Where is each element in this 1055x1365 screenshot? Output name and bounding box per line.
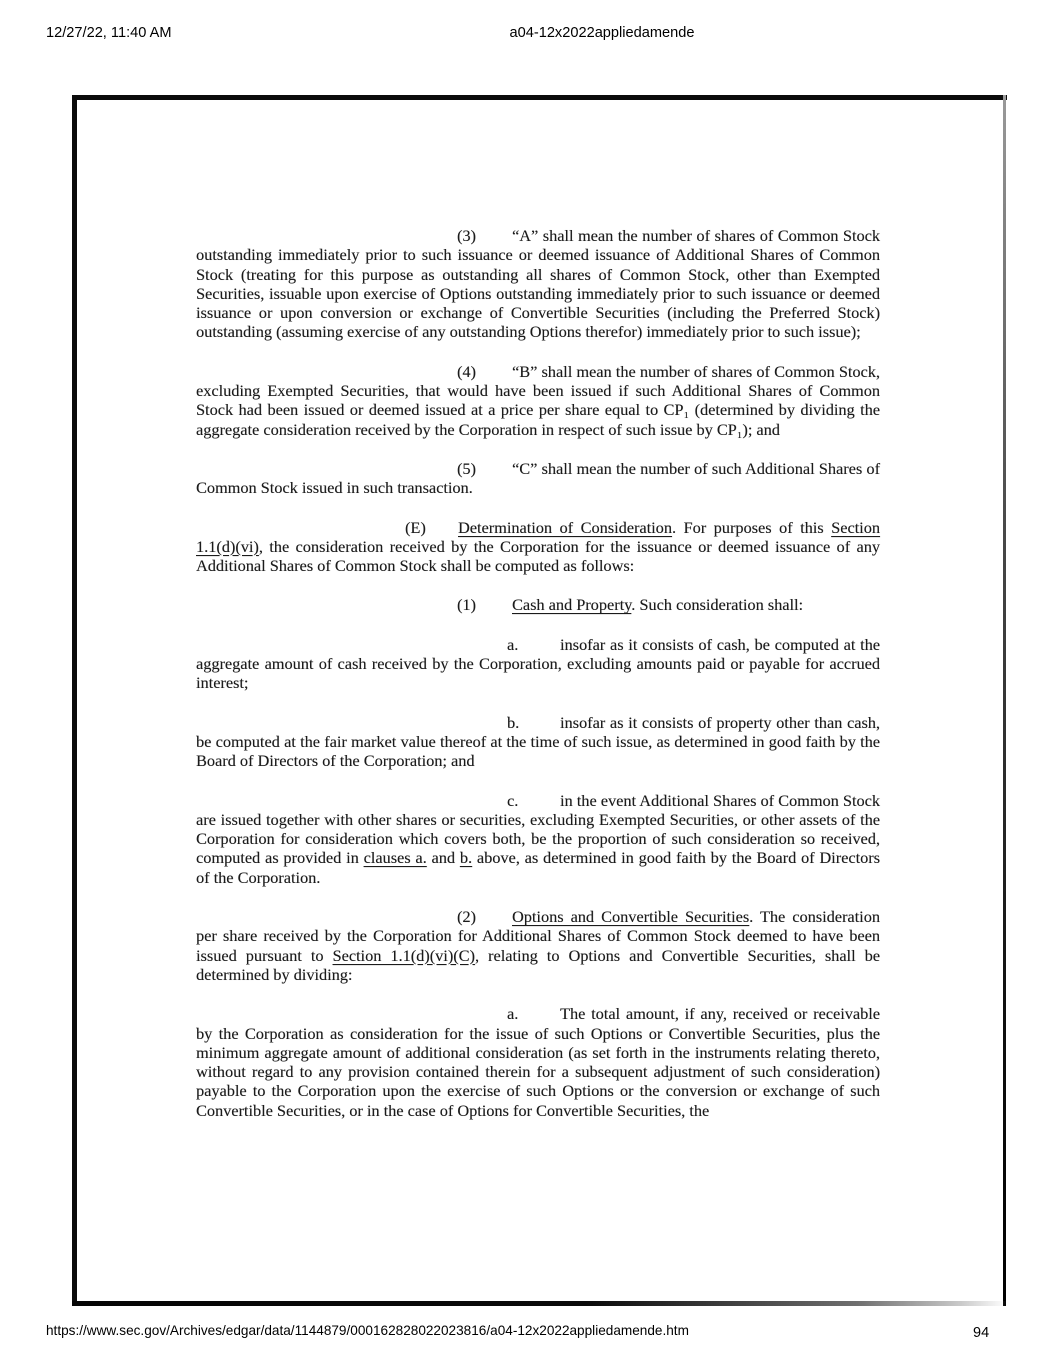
- paragraph: [196, 362, 880, 439]
- paragraph-label: (1): [457, 595, 476, 615]
- paragraph: [196, 1004, 880, 1120]
- paragraph-text: Cash and Property. Such consideration shall:: [512, 595, 804, 615]
- paragraph-text: “B” shall mean the number of shares of Common Stock, excluding Exempted Securities, that would have been issued if such Additional Shares of Common Stock had been issued or deemed issued at a price per share equal to CP₁ (determined by dividing the aggregate consideration received by the Corporation in respect of such issue by CP₁); and: [196, 361, 880, 439]
- paragraph: [196, 595, 880, 614]
- paragraph-text: insofar as it consists of property other than cash, be computed at the fair market value thereof at the time of such issue, as determined in good faith by the Board of Directors of the Corporation; and: [196, 712, 880, 771]
- paragraph-text: in the event Additional Shares of Common Stock are issued together with other shares or securities, excluding Exempted Securities, or other assets of the Corporation for consideration which covers both, be the proportion of such consideration so received, computed as provided in clauses a. and b. above, as determined in good faith by the Board of Directors of the Corporation.: [196, 790, 880, 887]
- paragraph-text: insofar as it consists of cash, be computed at the aggregate amount of cash received by the Corporation, excluding amounts paid or payable for accrued interest;: [196, 634, 880, 693]
- scan-border-top: [72, 95, 1007, 100]
- page-number: 94: [973, 1325, 990, 1341]
- paragraph-text: The total amount, if any, received or receivable by the Corporation as consideration for the issue of such Options or Convertible Securities, plus the minimum aggregate amount of additional consideration (as set forth in the instruments relating thereto, without regard to any provision contained therein for a subsequent adjustment of such consideration) payable to the Corporation upon the exercise of such Options or the conversion or exchange of such Convertible Securities, or in the case of Options for Convertible Securities, the: [196, 1004, 880, 1120]
- paragraph-text: Determination of Consideration. For purposes of this Section 1.1(d)(vi), the consideration received by the Corporation for the issuance or deemed issuance of any Additional Shares of Common Stock shall be computed as follows:: [196, 517, 880, 576]
- paragraph: [196, 635, 880, 693]
- paragraph-label: a.: [507, 1004, 519, 1024]
- scan-border-right: [1003, 95, 1006, 1306]
- paragraph-label: (5): [457, 458, 476, 478]
- scanned-page: [72, 95, 1007, 1306]
- print-footer-url: https://www.sec.gov/Archives/edgar/data/1144879/000162828022023816/a04-12x2022appliedamende.htm: [46, 1323, 689, 1338]
- print-header-document-title: a04-12x2022appliedamende: [509, 25, 695, 41]
- paragraph-label: (2): [457, 907, 476, 927]
- paragraph-label: a.: [507, 634, 519, 654]
- paragraph-label: c.: [507, 790, 519, 810]
- paragraph-text: “A” shall mean the number of shares of Common Stock outstanding immediately prior to such issuance or deemed issuance of Additional Shares of Common Stock (treating for this purpose as outstanding all shares of Common Stock, other than Exempted Securities, issuable upon exercise of Options outstanding immediately prior to such issuance or deemed issuance or upon conversion or exchange of Convertible Securities (including the Preferred Stock) outstanding (assuming exercise of any outstanding Options therefor) immediately prior to such issue);: [196, 226, 880, 342]
- paragraph: [196, 791, 880, 887]
- scan-border-bottom: [72, 1301, 1007, 1306]
- paragraph: [196, 907, 880, 984]
- paragraph: [196, 518, 880, 576]
- print-header-datetime: 12/27/22, 11:40 AM: [46, 25, 172, 41]
- paragraph-label: (4): [457, 361, 476, 381]
- document-text: [196, 226, 880, 1140]
- paragraph-text: “C” shall mean the number of such Additional Shares of Common Stock issued in such transaction.: [196, 458, 880, 498]
- paragraph: [196, 226, 880, 342]
- paragraph-text: Options and Convertible Securities. The consideration per share received by the Corporation for Additional Shares of Common Stock deemed to have been issued pursuant to Section 1.1(d)(vi)(C), relating to Options and Convertible Securities, shall be determined by dividing:: [196, 907, 880, 984]
- paragraph: [196, 459, 880, 498]
- paragraph-label: (3): [457, 226, 476, 245]
- scan-border-left: [72, 95, 77, 1306]
- paragraph: [196, 713, 880, 771]
- paragraph-label: b.: [507, 712, 520, 732]
- paragraph-label: (E): [405, 517, 426, 537]
